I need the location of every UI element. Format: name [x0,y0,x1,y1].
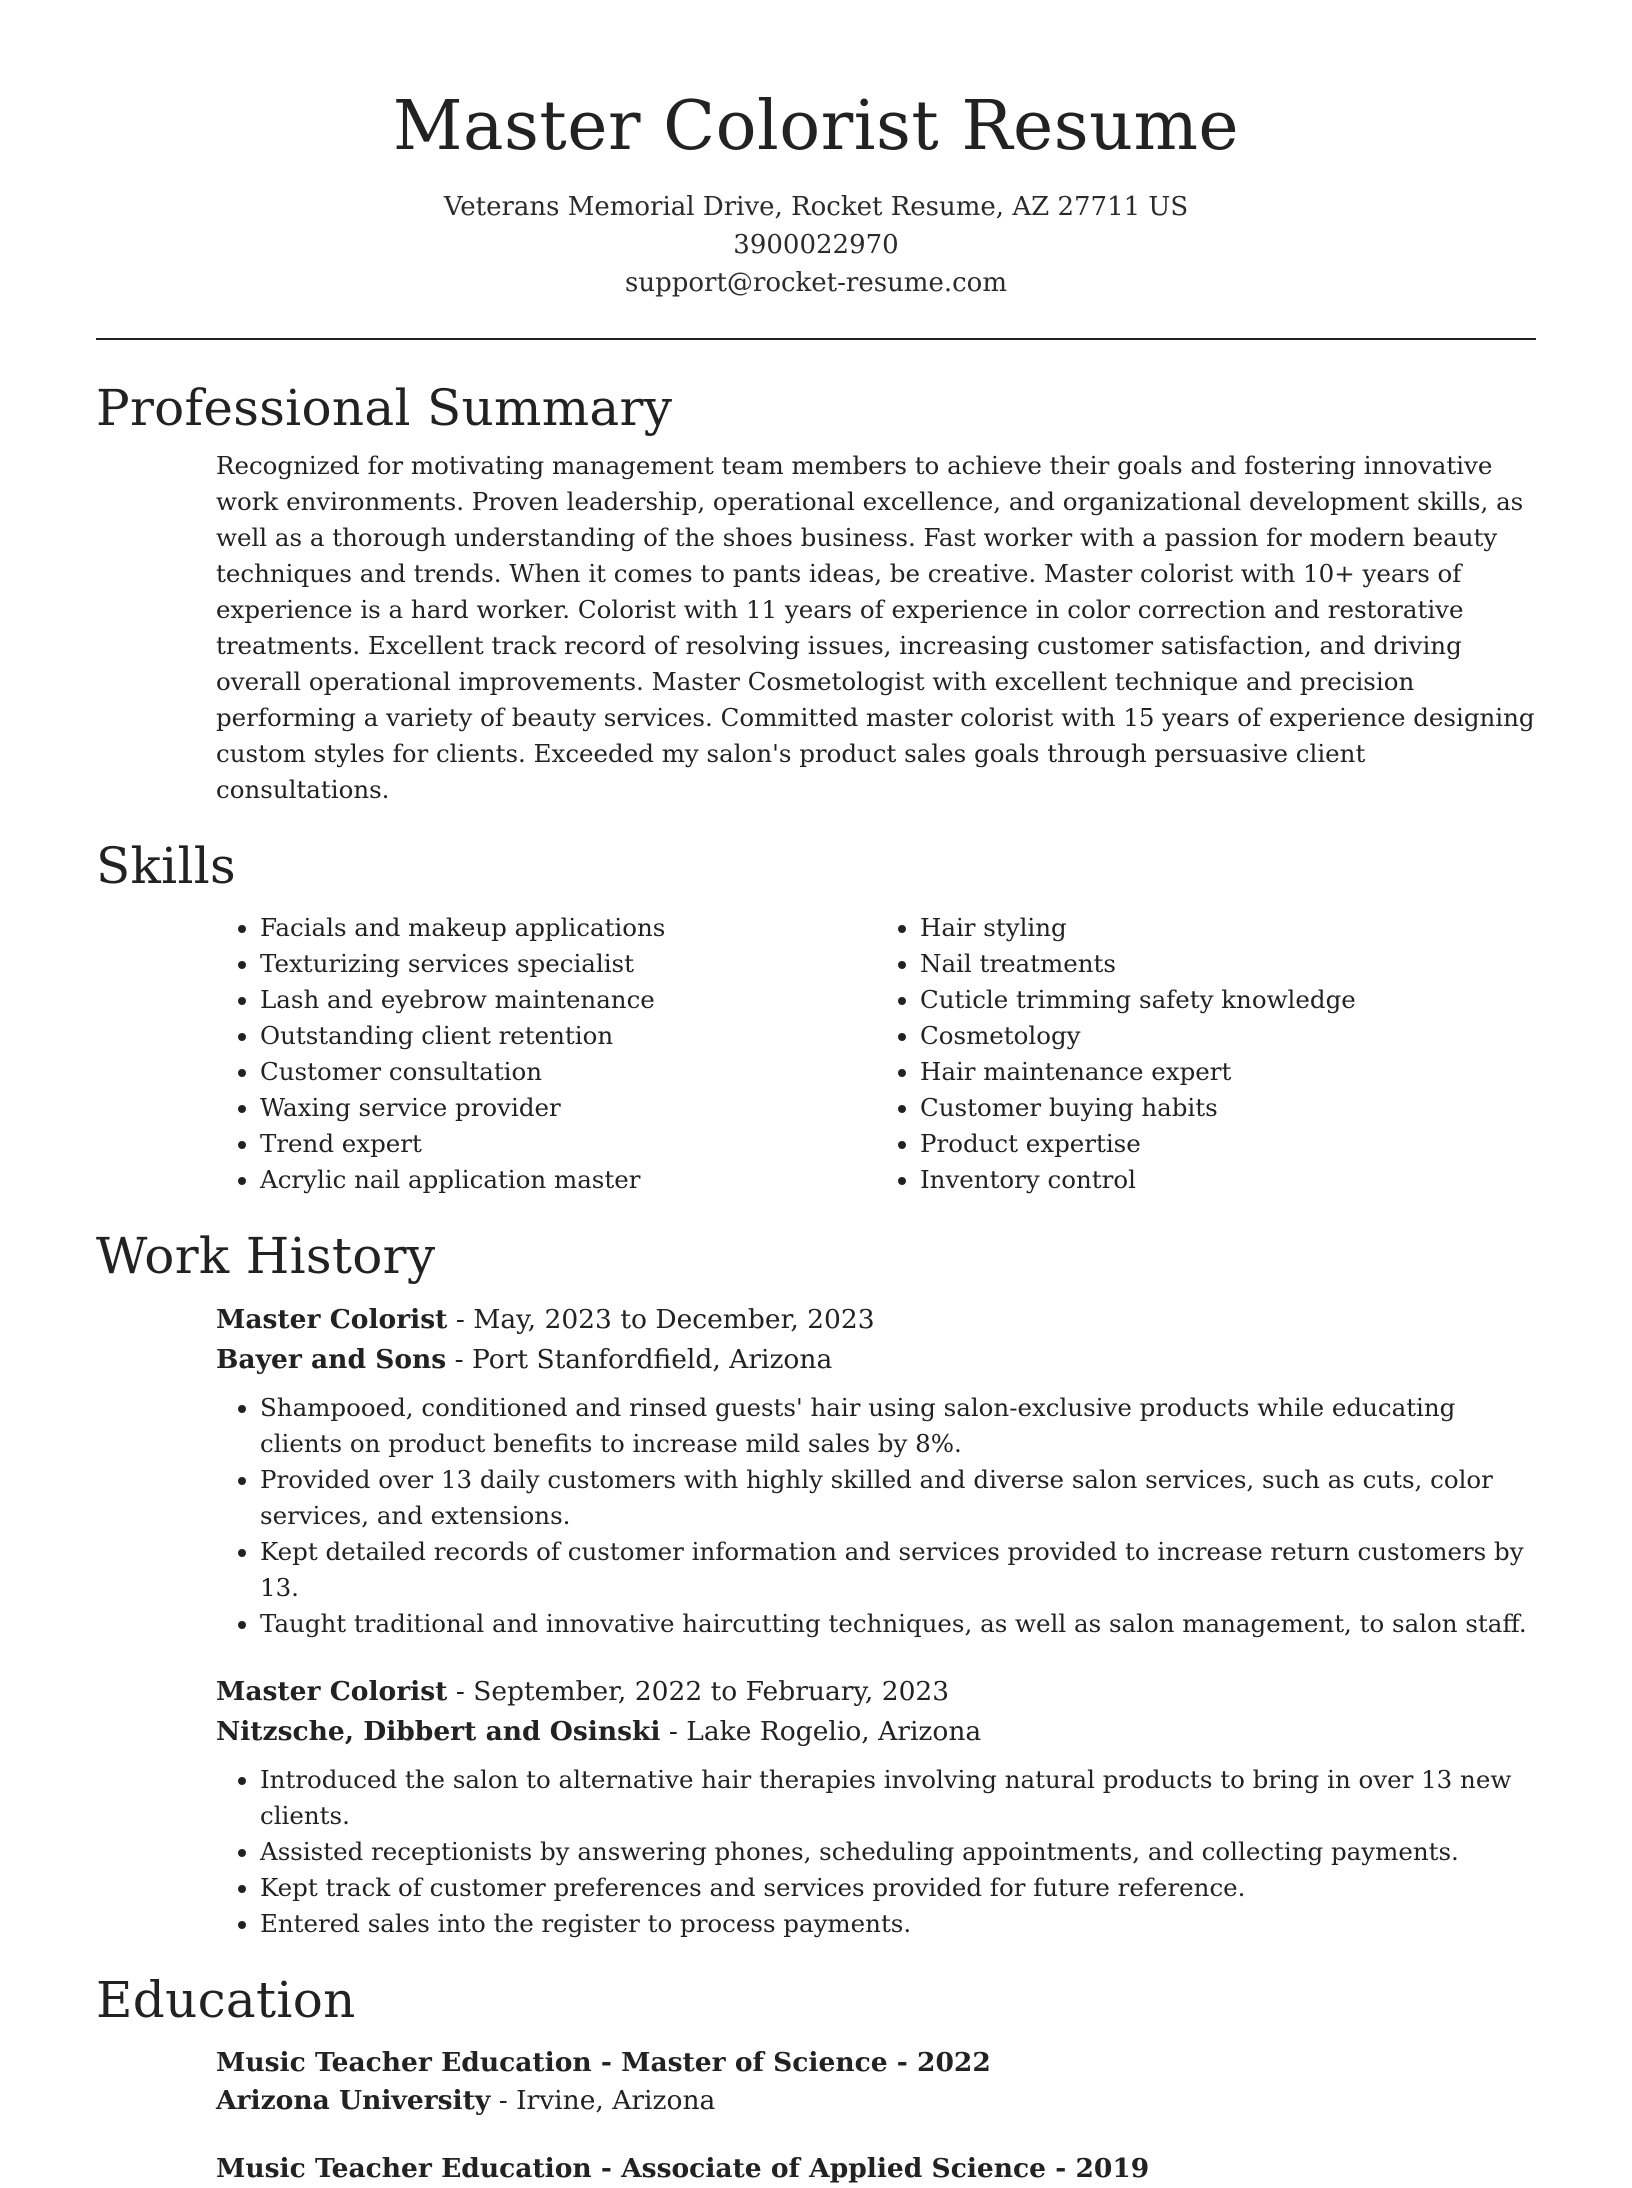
list-item: • Facials and makeup applications [260,910,876,946]
skills-heading: Skills [96,837,236,895]
list-item: • Kept track of customer preferences and services provided for future reference. [260,1870,1536,1906]
list-item: • Taught traditional and innovative haircutting techniques, as well as salon management, to salon staff. [260,1606,1536,1642]
list-item: • Hair styling [920,910,1536,946]
list-item: • Product expertise [920,1126,1536,1162]
skills-list-left [216,910,876,1198]
job-role: Master Colorist [216,1304,448,1335]
list-item: • Cuticle trimming safety knowledge [920,982,1536,1018]
list-item: • Cosmetology [920,1018,1536,1054]
job-entry [216,1672,1536,1942]
contact-phone: 3900022970 [733,230,899,260]
contact-block [96,188,1536,302]
work-heading: Work History [96,1227,436,1285]
job-location: - Lake Rogelio, Arizona [660,1716,982,1747]
contact-address: Veterans Memorial Drive, Rocket Resume, AZ 27711 US [443,192,1189,222]
list-item: • Customer consultation [260,1054,876,1090]
resume-title: Master Colorist Resume [392,87,1240,166]
list-item: • Customer buying habits [920,1090,1536,1126]
skills-list-right [876,910,1536,1198]
education-entry [216,2044,1536,2120]
skills-section [96,836,1536,1198]
education-degree: Music Teacher Education - Master of Science - 2022 [216,2047,991,2078]
list-item: • Outstanding client retention [260,1018,876,1054]
resume-page [96,0,1536,2188]
list-item: • Acrylic nail application master [260,1162,876,1198]
job-title-line [216,1672,1536,1712]
job-company: Bayer and Sons [216,1344,447,1375]
job-dates: - May, 2023 to December, 2023 [447,1304,875,1335]
header-divider [96,338,1536,340]
list-item: • Provided over 13 daily customers with highly skilled and diverse salon services, such as cuts, color services, and extensions. [260,1462,1536,1534]
list-item: • Kept detailed records of customer information and services provided to increase return customers by 13. [260,1534,1536,1606]
job-role: Master Colorist [216,1676,448,1707]
job-bullets [216,1762,1536,1942]
education-entry [216,2150,1536,2188]
job-dates: - September, 2022 to February, 2023 [447,1676,950,1707]
summary-text: Recognized for motivating management team members to achieve their goals and fostering innovative work environments. Proven leadership, operational excellence, and organizational development skills, as well as a thorough understanding of the shoes business. Fast worker with a passion for modern beauty techniques and trends. When it comes to pants ideas, be creative. Master colorist with 10+ years of experience is a hard worker. Colorist with 11 years of experience in color correction and restorative treatments. Excellent track record of resolving issues, increasing customer satisfaction, and driving overall operational improvements. Master Cosmetologist with excellent technique and precision performing a variety of beauty services. Committed master colorist with 15 years of experience designing custom styles for clients. Exceeded my salon's product sales goals through persuasive client consultations. [216,451,1535,804]
list-item: • Nail treatments [920,946,1536,982]
education-school-line [216,2082,1536,2120]
list-item: • Lash and eyebrow maintenance [260,982,876,1018]
job-entry [216,1300,1536,1642]
education-heading: Education [96,1971,356,2029]
job-location: - Port Stanfordfield, Arizona [446,1344,833,1375]
education-location: - Irvine, Arizona [490,2085,716,2116]
contact-email: support@rocket-resume.com [624,268,1007,298]
job-company-line [216,1712,1536,1752]
education-section [96,1970,1536,2188]
list-item: • Entered sales into the register to process payments. [260,1906,1536,1942]
list-item: • Assisted receptionists by answering phones, scheduling appointments, and collecting payments. [260,1834,1536,1870]
work-section [96,1226,1536,1942]
summary-heading: Professional Summary [96,379,673,437]
list-item: • Waxing service provider [260,1090,876,1126]
job-company: Nitzsche, Dibbert and Osinski [216,1716,661,1747]
education-degree: Music Teacher Education - Associate of Applied Science - 2019 [216,2153,1150,2184]
resume-header [96,0,1536,302]
summary-section [96,378,1536,808]
list-item: • Inventory control [920,1162,1536,1198]
job-company-line [216,1340,1536,1380]
education-school: Arizona University [216,2085,491,2116]
list-item: • Shampooed, conditioned and rinsed guests' hair using salon-exclusive products while educating clients on product benefits to increase mild sales by 8%. [260,1390,1536,1462]
skills-columns [216,910,1536,1198]
job-title-line [216,1300,1536,1340]
list-item: • Trend expert [260,1126,876,1162]
job-bullets [216,1390,1536,1642]
list-item: • Hair maintenance expert [920,1054,1536,1090]
list-item: • Introduced the salon to alternative hair therapies involving natural products to bring in over 13 new clients. [260,1762,1536,1834]
list-item: • Texturizing services specialist [260,946,876,982]
